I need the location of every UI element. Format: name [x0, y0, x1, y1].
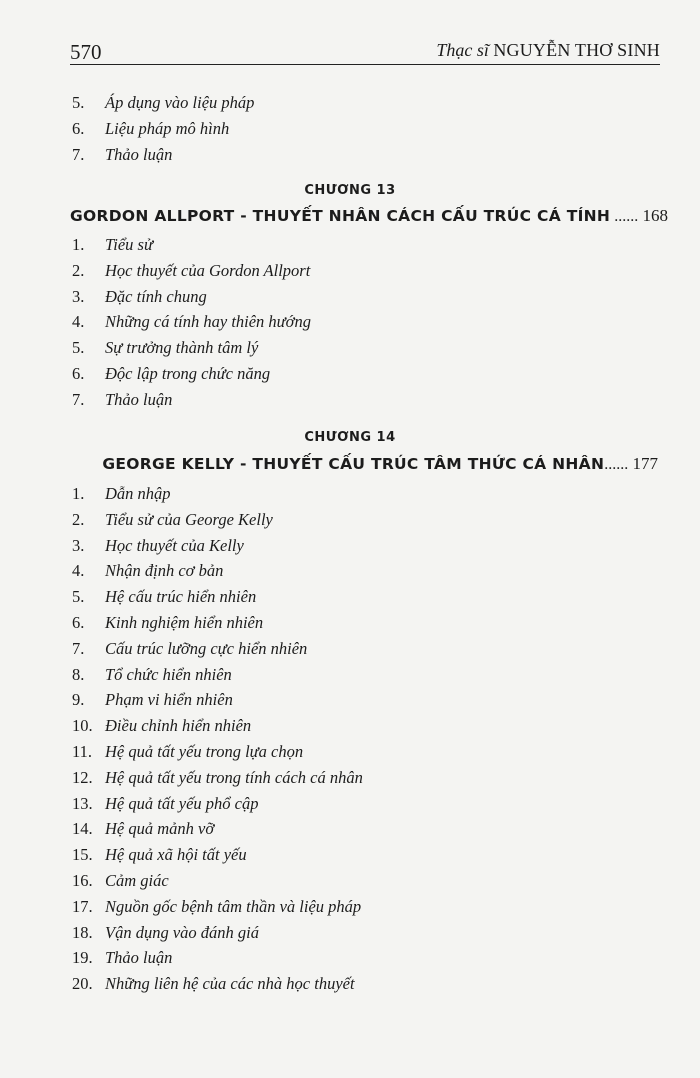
chapter-14-title — [70, 454, 658, 474]
chapter-13-title — [70, 206, 668, 226]
chapter-13-label: CHƯƠNG 13 — [304, 183, 396, 198]
chapter-14-title-text: GEORGE KELLY - THUYẾT CẤU TRÚC TÂM THỨC CÁ NHÂN — [102, 455, 605, 473]
book-page: 570 Thạc sĩ NGUYỄN THƠ SINH 5. Áp dụng vào liệu pháp 6. Liệu pháp mô hình 7. Thảo luận CHƯƠNG 13 GORDON ALLPORT - THUYẾT NHÂN CÁCH CẤU TRÚC CÁ TÍNH ...... 168 1. Tiểu sử 2. Học thuyết của Gordon Allport 3. Đặc tính chung 4. Những cá tính hay thiên hướng 5. Sự trưởng thành tâm lý 6. Độc lập trong chức năng 7. Thảo luận CHƯƠNG 14 GEORGE KELLY - THUYẾT CẤU TRÚC TÂM THỨC CÁ NHÂN...... 177 1. Dẫn nhập 2. Tiểu sử của George Kelly 3. Học thuyết của Kelly 4. Nhận định cơ bản 5. Hệ cấu trúc hiển nhiên 6. Kinh nghiệm hiển nhiên 7. Cấu trúc lưỡng cực hiển nhiên 8. Tổ chức hiển nhiên 9. Phạm vi hiển nhiên 10. Điều chỉnh hiển nhiên 11. Hệ quả tất yếu trong lựa chọn 12. Hệ quả tất yếu trong tính cách cá nhân 13. Hệ quả tất yếu phổ cập 14. Hệ quả mảnh vỡ 15. Hệ quả xã hội tất yếu 16. Cảm giác 17. Nguồn gốc bệnh tâm thần và liệu pháp 18. Vận dụng vào đánh giá 19. Thảo luận 20. Những liên hệ của các nhà học thuyết — [0, 0, 700, 1078]
page-number: 570 — [70, 40, 102, 64]
running-head — [436, 40, 660, 61]
chapter-14-label: CHƯƠNG 14 — [304, 430, 396, 445]
chapter-13-title-text: GORDON ALLPORT - THUYẾT NHÂN CÁCH CẤU TRÚC CÁ TÍNH — [70, 207, 611, 225]
leader-dots: ...... — [610, 208, 639, 225]
leader-dots: ...... — [604, 456, 629, 473]
author-name: NGUYỄN THƠ SINH — [493, 40, 660, 60]
chapter-14-page: 177 — [628, 454, 658, 473]
page-header — [70, 40, 660, 65]
chapter-13-page: 168 — [638, 206, 668, 225]
author-title: Thạc sĩ — [436, 40, 489, 60]
